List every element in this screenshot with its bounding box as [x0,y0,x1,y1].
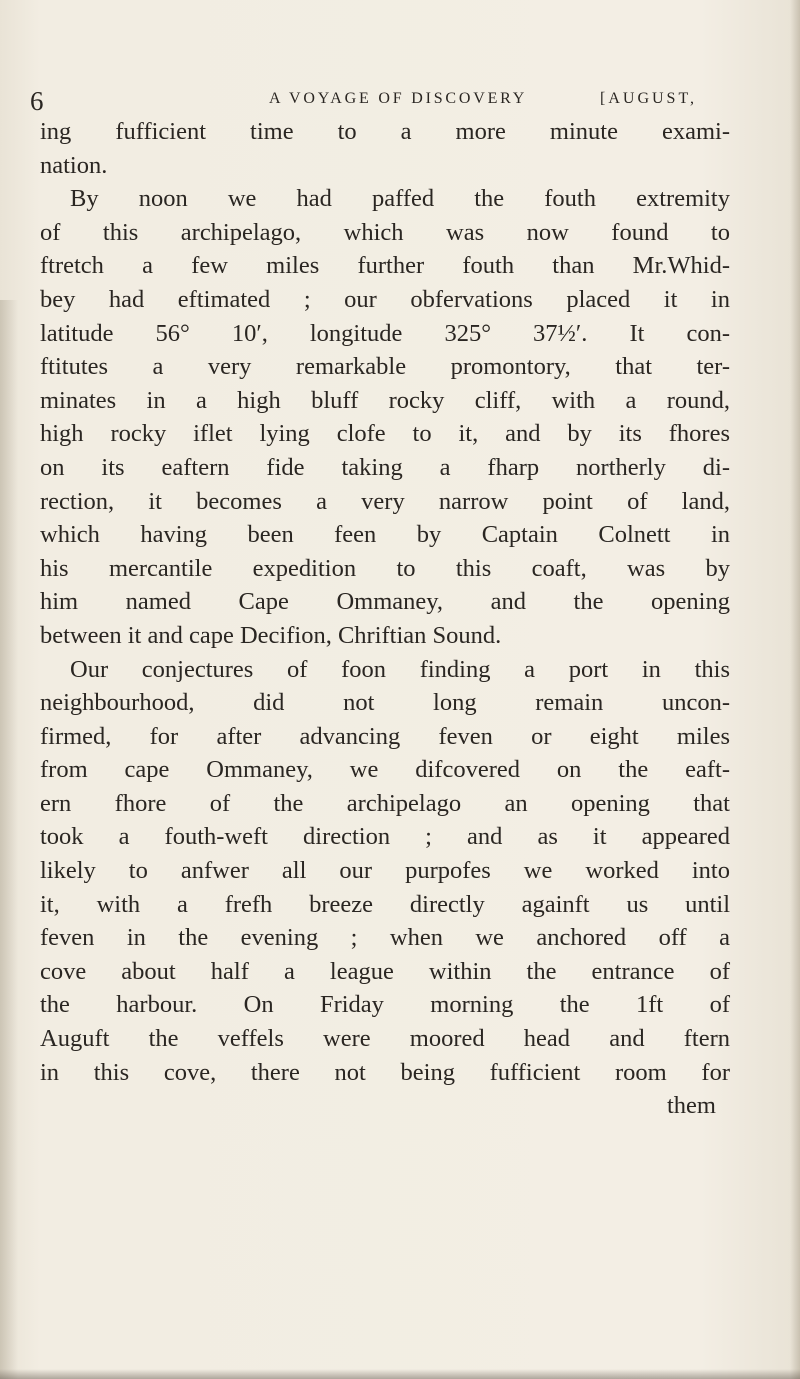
text-line: of this archipelago, which was now found to [40,218,730,246]
text-line: which having been feen by Captain Colnett in [40,521,730,549]
text-line: his mercantile expedition to this coaft, was by [40,554,730,582]
text-line: on its eaftern fide taking a fharp northerly di- [40,453,730,481]
text-line: By noon we had paffed the fouth extremity [70,185,730,213]
text-line: high rocky iflet lying clofe to it, and by its fhores [40,420,730,448]
running-date: [AUGUST, [600,90,698,107]
body-text [40,115,730,1123]
text-line: firmed, for after advancing feven or eight miles [40,722,730,750]
page-edge-right [790,0,800,1379]
gutter-shadow [0,300,18,1379]
catchword: them [667,1092,716,1120]
text-line: neighbourhood, did not long remain uncon- [40,689,730,717]
text-line: latitude 56° 10′, longitude 325° 37½′. It con- [40,319,730,347]
text-line: Auguft the veffels were moored head and ftern [40,1025,730,1053]
text-line: bey had eftimated ; our obfervations placed it in [40,285,730,313]
running-title: A VOYAGE OF DISCOVERY [269,90,528,107]
text-line: feven in the evening ; when we anchored off a [40,924,730,952]
text-line: rection, it becomes a very narrow point of land, [40,487,730,515]
text-line: ing fufficient time to a more minute exami- [40,118,730,145]
page-edge-bottom [0,1369,800,1379]
text-line: it, with a frefh breeze directly againft us until [40,890,730,918]
text-line: between it and cape Decifion, Chriftian Sound. [40,621,502,649]
text-line: the harbour. On Friday morning the 1ft of [40,991,730,1019]
text-line: from cape Ommaney, we difcovered on the eaft- [40,756,730,784]
text-line: ftretch a few miles further fouth than Mr.Whid- [40,252,730,280]
text-line: took a fouth-weft direction ; and as it appeared [40,823,730,851]
text-line: likely to anfwer all our purpofes we worked into [40,857,730,885]
text-line: cove about half a league within the entrance of [40,957,730,985]
text-line: minates in a high bluff rocky cliff, with a round, [40,386,730,414]
text-line: ern fhore of the archipelago an opening that [40,789,730,817]
text-line: ftitutes a very remarkable promontory, that ter- [40,353,730,381]
text-line: in this cove, there not being fufficient room for [40,1058,730,1086]
text-line: him named Cape Ommaney, and the opening [40,588,730,616]
text-line: Our conjectures of foon finding a port in this [70,655,730,683]
text-line: nation. [40,151,108,179]
page-number: 6 [30,86,44,116]
